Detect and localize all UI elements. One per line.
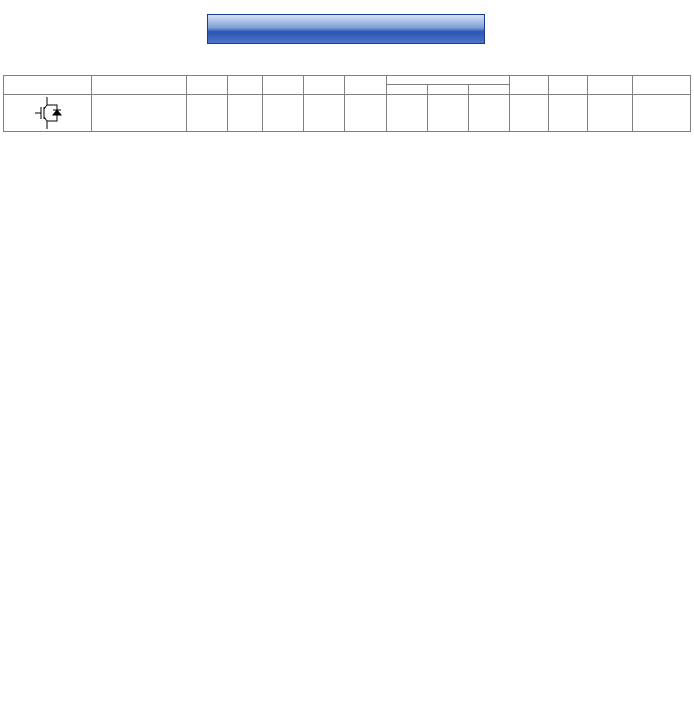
col-if	[386, 85, 427, 95]
table-body	[4, 95, 691, 132]
table-header	[4, 76, 691, 95]
spec-value	[427, 95, 468, 132]
col-ton	[304, 76, 345, 95]
col-diode	[386, 76, 509, 85]
col-toff	[345, 76, 386, 95]
spec-value	[345, 95, 386, 132]
col-weight	[588, 76, 633, 95]
spec-value	[509, 95, 548, 132]
single-igbt-with-diode-schematic-icon	[4, 95, 91, 131]
page-subtitle	[4, 52, 16, 68]
col-diode-rth	[548, 76, 587, 95]
col-vf	[427, 85, 468, 95]
spec-value	[468, 95, 509, 132]
col-type	[92, 76, 187, 95]
col-ic	[228, 76, 263, 95]
col-outline	[633, 76, 691, 95]
outline-value	[633, 95, 691, 132]
type-no	[92, 95, 187, 132]
spec-value	[386, 95, 427, 132]
table-row	[4, 95, 691, 132]
col-vce	[263, 76, 304, 95]
vces-value	[187, 95, 228, 132]
igbt-module-table	[3, 75, 691, 132]
series-banner	[207, 14, 485, 44]
col-schema	[4, 76, 92, 95]
spec-value	[228, 95, 263, 132]
spec-value	[263, 95, 304, 132]
circuit-schema-cell	[4, 95, 92, 132]
col-trr	[468, 85, 509, 95]
col-vces	[187, 76, 228, 95]
weight-value	[588, 95, 633, 132]
spec-value	[304, 95, 345, 132]
col-igbt-rth	[509, 76, 548, 95]
spec-value	[548, 95, 587, 132]
